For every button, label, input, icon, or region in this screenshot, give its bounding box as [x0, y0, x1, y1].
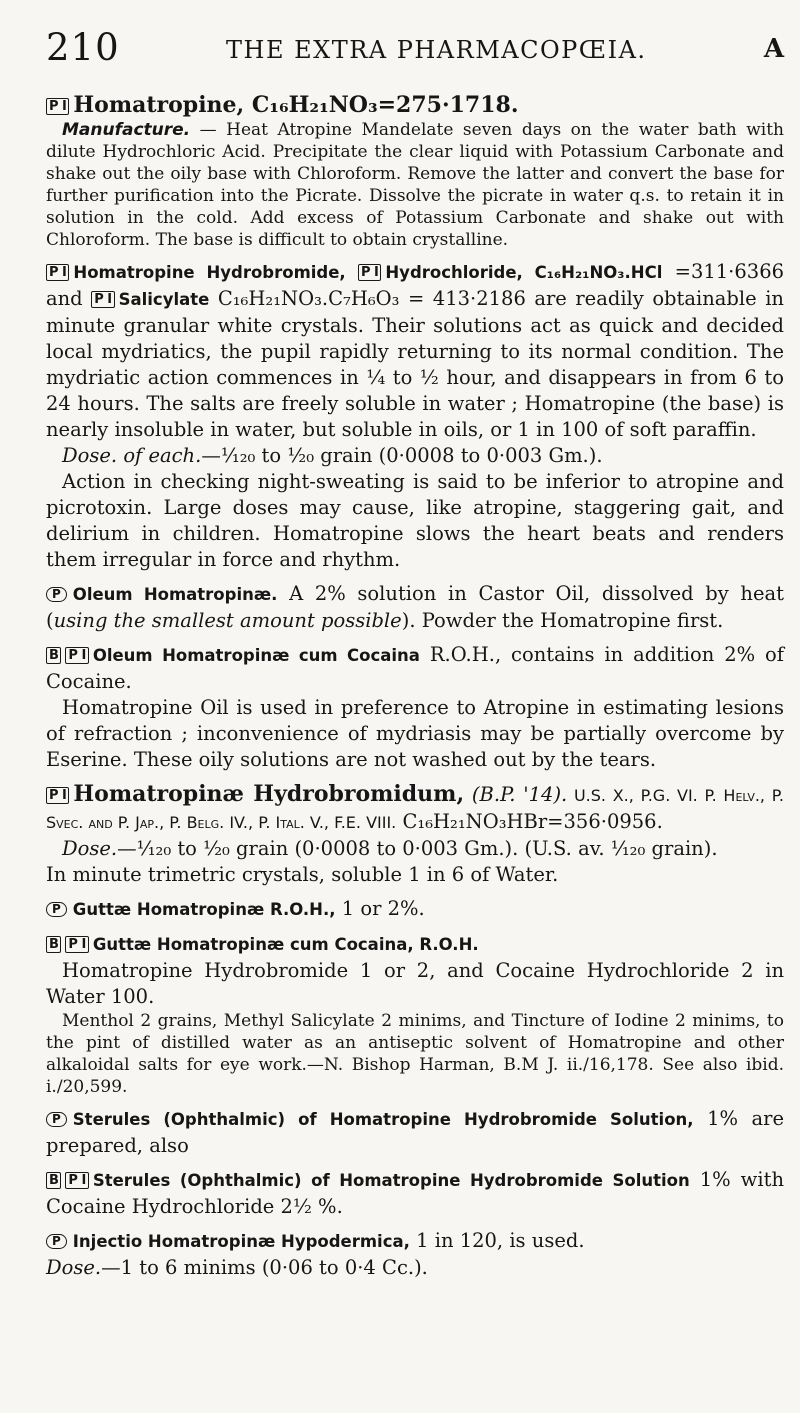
dose-text: —¹⁄₁₂₀ to ¹⁄₂₀ grain (0·0008 to 0·003 Gm.). (U.S. av. ¹⁄₁₂₀ grain).	[117, 837, 718, 860]
entry-injectio	[46, 1228, 784, 1281]
injectio-name: Injectio Homatropinæ Hypodermica,	[72, 1232, 410, 1251]
hydrobromidum-formula: C₁₆H₂₁NO₃HBr=356·0956.	[396, 810, 663, 833]
guttae-cocaina-text: Homatropine Hydrobromide 1 or 2, and Cocaine Hydrochloride 2 in Water 100.	[46, 959, 784, 1008]
guttae-cocaina-heading	[46, 931, 784, 958]
pi-symbol-icon: P I	[65, 647, 88, 664]
lozenge-symbol-icon: B	[46, 647, 61, 664]
salts-text-1: =311·6366 and	[46, 260, 785, 310]
pi-symbol-icon: P I	[46, 98, 69, 115]
p-symbol-icon: P	[46, 902, 67, 917]
salts-paragraph	[46, 259, 784, 443]
hydrobromidum-title: Homatropinæ Hydrobromidum,	[73, 781, 465, 807]
p-symbol-icon: P	[46, 1234, 67, 1249]
injectio-paragraph	[46, 1228, 784, 1255]
guttae-paragraph	[46, 896, 784, 923]
page-number: 210	[46, 26, 120, 69]
lozenge-symbol-icon: B	[46, 1172, 61, 1189]
oleum-cocaina-name: Oleum Homatropinæ cum Cocaina	[92, 646, 420, 665]
heading-text: Homatropine, C₁₆H₂₁NO₃=275·1718.	[73, 92, 519, 118]
dose-text: —1 to 6 minims (0·06 to 0·4 Cc.).	[101, 1256, 428, 1279]
hydrobromidum-dose	[46, 836, 784, 862]
entry-guttae	[46, 896, 784, 923]
manufacture-paragraph	[46, 119, 784, 251]
lozenge-symbol-icon: B	[46, 936, 61, 953]
entry-oleum	[46, 581, 784, 634]
running-title: THE EXTRA PHARMACOPŒIA.	[226, 36, 647, 64]
p-symbol-icon: P	[46, 587, 67, 602]
dose-label: Dose.	[62, 837, 118, 860]
pi-symbol-icon: P I	[46, 264, 69, 281]
hydrochloride-name: Hydrochloride, C₁₆H₂₁NO₃.HCl	[385, 263, 663, 282]
entry-heading	[46, 92, 784, 119]
oleum-cocaina-text: R.O.H., contains in addition 2% of Cocaine.	[46, 643, 785, 693]
manufacture-label: Manufacture.	[62, 120, 191, 140]
oleum-name: Oleum Homatropinæ.	[72, 585, 278, 604]
entry-sterules-cocaine	[46, 1167, 784, 1220]
guttae-text: 1 or 2%.	[335, 897, 425, 920]
crystals-line: In minute trimetric crystals, soluble 1 in 6 of Water.	[46, 863, 559, 886]
corner-mark: A	[763, 34, 784, 64]
pharmacopoeia-list: U.S. X., P.G. VI. P. Helv., P. Svec. and P. Jap., P. Belg. IV., P. Ital. V., F.E. VIII.	[46, 786, 784, 832]
oleum-cocaina-paragraph	[46, 642, 784, 695]
sterules-name: Sterules (Ophthalmic) of Homatropine Hydrobromide Solution,	[72, 1110, 694, 1129]
oleum-italic: using the smallest amount possible	[53, 609, 402, 632]
entry-homatropine-salts	[46, 259, 784, 573]
injectio-text: 1 in 120, is used.	[409, 1229, 585, 1252]
dose-label: Dose.	[46, 1256, 102, 1279]
hydrobromide-name: Homatropine Hydrobromide,	[73, 263, 346, 282]
running-head	[46, 26, 786, 70]
sterules-cocaine-name: Sterules (Ophthalmic) of Homatropine Hydrobromide Solution	[92, 1171, 690, 1190]
entry-sterules	[46, 1106, 784, 1159]
dose-label: Dose. of each.	[62, 444, 202, 467]
entry-hydrobromidum	[46, 781, 784, 888]
hydrobromidum-heading	[46, 781, 784, 836]
guttae-cocaina-name: Guttæ Homatropinæ cum Cocaina, R.O.H.	[92, 935, 479, 954]
sterules-paragraph	[46, 1106, 784, 1159]
menthol-note: Menthol 2 grains, Methyl Salicylate 2 minims, and Tincture of Iodine 2 minims, to the pint of distilled water as an antiseptic solvent of Homatropine and other alkaloidal salts for eye work.—N. Bishop Harman, B.M J. ii./16,178. See also ibid. i./20,599.	[46, 1011, 784, 1097]
pi-symbol-icon: P I	[65, 936, 88, 953]
action-paragraph: Action in checking night-sweating is said to be inferior to atropine and picrotoxin. Large doses may cause, like atropine, staggering gait, and delirium in children. Homatropine slows the heart beats and renders them irregular in force and rhythm.	[46, 470, 784, 571]
pi-symbol-icon: P I	[65, 1172, 88, 1189]
dose-text: —¹⁄₁₂₀ to ¹⁄₂₀ grain (0·0008 to 0·003 Gm.).	[201, 444, 603, 467]
manufacture-text: — Heat Atropine Mandelate seven days on the water bath with dilute Hydrochloric Acid. Precipitate the clear liquid with Potassium Carbonate and shake out the oily base with Chloroform. Remove the latter and convert the base for further purification into the Picrate. Dissolve the picrate in water q.s. to retain it in solution in the cold. Add excess of Potassium Carbonate and shake out with Chloroform. The base is difficult to obtain crystalline.	[46, 120, 784, 250]
pi-symbol-icon: P I	[46, 787, 69, 804]
sterules-text: 1% are prepared, also	[46, 1107, 785, 1157]
guttae-name: Guttæ Homatropinæ R.O.H.,	[72, 900, 336, 919]
p-symbol-icon: P	[46, 1112, 67, 1127]
entry-guttae-cocaina	[46, 931, 784, 1098]
page-content	[46, 92, 784, 1289]
salts-text-2: C₁₆H₂₁NO₃.C₇H₆O₃ = 413·2186 are readily obtainable in minute granular white crystals. Their solutions act as quick and decided local mydriatics, the pupil rapidly returning to its normal condition. The mydriatic action commences in ¼ to ½ hour, and disappears in from 6 to 24 hours. The salts are freely soluble in water ; Homatropine (the base) is nearly insoluble in water, but soluble in oils, or 1 in 100 of soft paraffin.	[46, 287, 784, 441]
pi-symbol-icon: P I	[91, 291, 114, 308]
entry-oleum-cocaina	[46, 642, 784, 773]
oleum-text-1: A 2% solution in Castor Oil, dissolved by heat (	[46, 582, 784, 632]
sterules-cocaine-paragraph	[46, 1167, 784, 1220]
oleum-paragraph	[46, 581, 784, 634]
entry-homatropine	[46, 92, 784, 251]
hydrobromidum-bp: (B.P. '14).	[464, 783, 568, 806]
sterules-cocaine-text: 1% with Cocaine Hydrochloride 2½ %.	[46, 1168, 785, 1218]
dose-line	[46, 443, 784, 469]
oil-usage-paragraph: Homatropine Oil is used in preference to Atropine in estimating lesions of refraction ; inconvenience of mydriasis may be partially overcome by Eserine. These oily solutions are not washed out by the tears.	[46, 696, 784, 771]
oleum-text-2: ). Powder the Homatropine first.	[401, 609, 724, 632]
pi-symbol-icon: P I	[358, 264, 381, 281]
injectio-dose	[46, 1255, 784, 1281]
salicylate-name: Salicylate	[118, 290, 210, 309]
